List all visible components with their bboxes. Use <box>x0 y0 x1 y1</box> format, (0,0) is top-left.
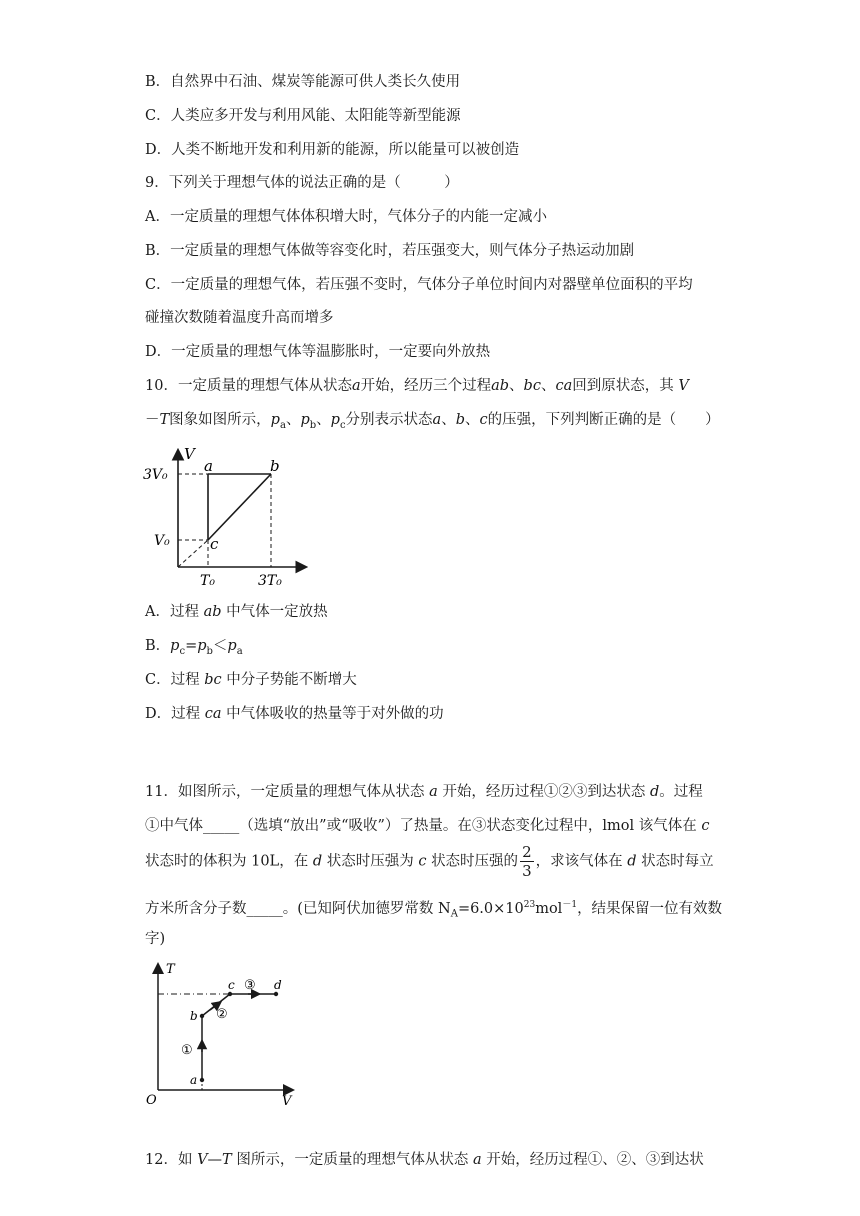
q11-tv-graph <box>144 960 300 1110</box>
q11-dot-a <box>200 1078 204 1082</box>
q8-option-b: B．自然界中石油、煤炭等能源可供人类长久使用 <box>145 74 461 90</box>
q10-tick-v0: V₀ <box>154 533 170 549</box>
q10-point-a: a <box>204 457 213 475</box>
q11-line5: 字) <box>145 931 166 947</box>
q11-line3: 状态时的体积为 10L，在 d 状态时压强为 c 状态时压强的 $\frac{2}{3}$ ，求该气体在 d 状态时每立 <box>145 843 714 880</box>
q11-line2: ①中气体_____（选填“放出”或“吸收”）了热量。在③状态变化过程中，lmol 该气体在 c <box>145 818 710 834</box>
q11-label-step1: ① <box>181 1043 193 1058</box>
q9-option-a: A．一定质量的理想气体体积增大时，气体分子的内能一定减小 <box>145 209 547 225</box>
q11-axis-t-label: T <box>166 962 175 977</box>
q10-axis-v-label: V <box>184 445 195 463</box>
q10-tick-3t0: 3T₀ <box>258 573 282 589</box>
q11-dot-b <box>200 1014 204 1018</box>
q9-option-d: D．一定质量的理想气体等温膨胀时，一定要向外放热 <box>145 344 491 360</box>
q11-line4: 方米所含分子数_____。(已知阿伏加德罗常数 $N_A=6.0\times 10^{23}mol^{-1}$，结果保留一位有效数 <box>145 900 723 920</box>
q12-line1: 12．如 V—T 图所示，一定质量的理想气体从状态 a 开始，经历过程①、②、③到达状 <box>145 1152 704 1168</box>
q10-line-bc <box>208 474 271 540</box>
fraction-two-thirds: $\frac{2}{3}$ <box>522 843 532 880</box>
q10-option-a: A．过程 ab 中气体一定放热 <box>145 604 328 620</box>
q11-dot-d <box>274 992 278 996</box>
q9-option-c: C．一定质量的理想气体，若压强不变时，气体分子单位时间内对器壁单位面积的平均 <box>145 277 693 293</box>
q9-option-c-continued: 碰撞次数随着温度升高而增多 <box>145 310 334 326</box>
q10-point-c: c <box>210 535 219 553</box>
q10-option-b: B．$p_c=p_b<p_a$ <box>145 638 243 657</box>
q11-point-d: d <box>274 978 282 992</box>
q11-point-c: c <box>228 978 235 992</box>
q10-tick-3v0: 3V₀ <box>143 467 168 483</box>
q9-option-b: B．一定质量的理想气体做等容变化时，若压强变大，则气体分子热运动加剧 <box>145 243 635 259</box>
q8-option-c: C．人类应多开发与利用风能、太阳能等新型能源 <box>145 108 461 124</box>
q11-origin-label: O <box>146 1093 157 1108</box>
q11-label-step3: ③ <box>244 978 256 993</box>
q9-stem: 9．下列关于理想气体的说法正确的是（ ） <box>145 175 459 191</box>
q10-point-b: b <box>270 457 280 475</box>
q10-stem-line2: －T图象如图所示，$p_a$、$p_b$、$p_c$分别表示状态a、b、c的压强，下列判断正确的是（ ） <box>145 412 720 431</box>
q11-label-step2: ② <box>216 1007 228 1022</box>
q11-point-a: a <box>190 1073 198 1087</box>
q10-tick-t0: T₀ <box>200 573 215 589</box>
q10-option-c: C．过程 bc 中分子势能不断增大 <box>145 672 357 688</box>
q8-option-d: D．人类不断地开发和利用新的能源，所以能量可以被创造 <box>145 142 520 158</box>
q11-line1: 11．如图所示，一定质量的理想气体从状态 a 开始，经历过程①②③到达状态 d。过程 <box>145 784 703 800</box>
q10-dash-origin-c <box>178 540 208 567</box>
q10-vt-graph <box>140 445 315 595</box>
q10-option-d: D．过程 ca 中气体吸收的热量等于对外做的功 <box>145 706 444 722</box>
q11-axis-v-label: V <box>282 1094 292 1109</box>
q11-dot-c <box>228 992 232 996</box>
q11-point-b: b <box>190 1009 198 1023</box>
q10-stem-line1: 10．一定质量的理想气体从状态a开始，经历三个过程ab、bc、ca回到原状态，其 V <box>145 378 689 394</box>
